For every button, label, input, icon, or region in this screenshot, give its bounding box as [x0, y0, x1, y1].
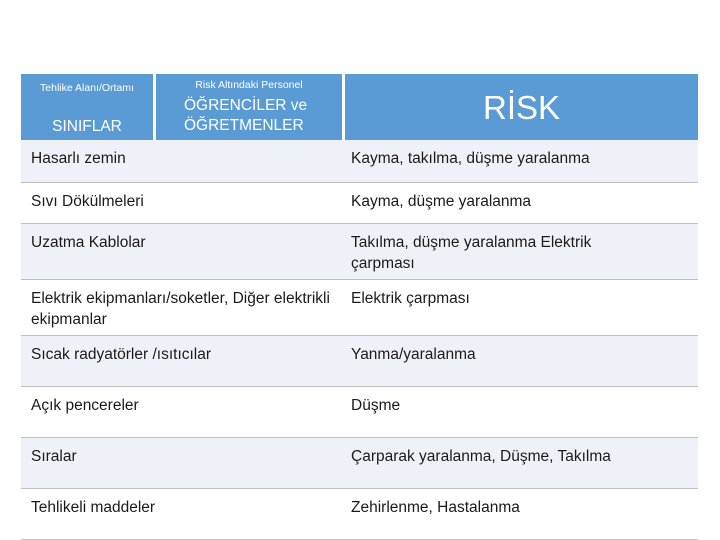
risk-cell: Kayma, düşme yaralanma — [351, 193, 532, 210]
table-row — [21, 387, 698, 438]
risk-cell: Çarparak yaralanma, Düşme, Takılma — [351, 448, 611, 465]
header-personnel — [156, 74, 342, 140]
header-risk — [345, 74, 698, 140]
header-personnel-title: ÖĞRENCİLER ve ÖĞRETMENLER — [184, 97, 308, 134]
hazard-cell: Hasarlı zemin — [31, 150, 126, 167]
risk-cell: Zehirlenme, Hastalanma — [351, 499, 520, 516]
hazard-cell: Elektrik ekipmanları/soketler, Diğer elektrikli ekipmanlar — [31, 290, 330, 328]
risk-cell: Düşme — [351, 397, 401, 414]
table-header — [21, 74, 698, 140]
risk-cell: Yanma/yaralanma — [351, 346, 476, 363]
risk-cell: Elektrik çarpması — [351, 290, 470, 307]
risk-table — [21, 140, 698, 540]
hazard-cell: Sıralar — [31, 448, 77, 465]
hazard-cell: Uzatma Kablolar — [31, 234, 146, 251]
hazard-cell: Açık pencereler — [31, 397, 139, 414]
header-hazard-area-caption: Tehlike Alanı/Ortamı — [40, 82, 134, 94]
hazard-cell: Sıcak radyatörler /ısıtıcılar — [31, 346, 212, 363]
header-hazard-area-title: SINIFLAR — [52, 118, 122, 135]
header-hazard-area — [21, 74, 153, 140]
risk-cell: Kayma, takılma, düşme yaralanma — [351, 150, 590, 167]
risk-cell: Takılma, düşme yaralanma Elektrik çarpması — [351, 234, 592, 272]
hazard-cell: Tehlikeli maddeler — [31, 499, 156, 516]
table-row — [21, 183, 698, 224]
table-row — [21, 438, 698, 489]
table-row — [21, 224, 698, 280]
table-row — [21, 489, 698, 540]
table-row — [21, 336, 698, 387]
header-personnel-caption: Risk Altındaki Personel — [195, 79, 303, 91]
table-row — [21, 280, 698, 336]
hazard-cell: Sıvı Dökülmeleri — [31, 193, 144, 210]
header-risk-title: RİSK — [482, 89, 561, 126]
table-row — [21, 140, 698, 183]
